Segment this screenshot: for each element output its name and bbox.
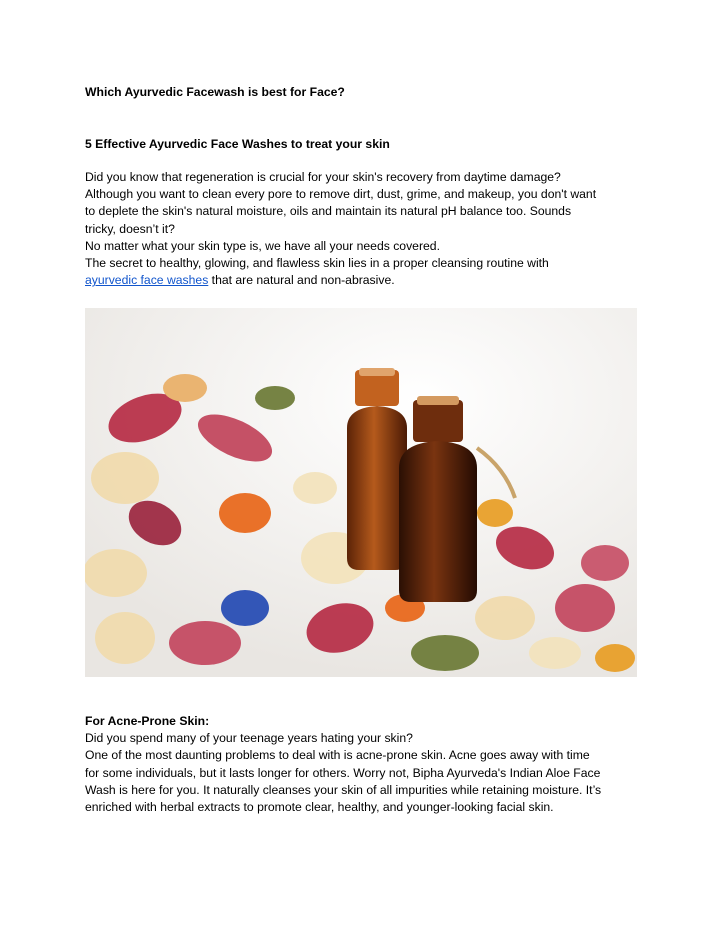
essential-oils-photo (85, 308, 637, 677)
section-heading: For Acne-Prone Skin: (85, 714, 210, 728)
intro-line: tricky, doesn’t it? (85, 221, 175, 236)
intro-line-with-link (85, 272, 637, 289)
intro-paragraph (85, 169, 637, 289)
intro-line: No matter what your skin type is, we have all your needs covered. (85, 238, 440, 253)
article-title: Which Ayurvedic Facewash is best for Face? (85, 85, 345, 99)
intro-line: Although you want to clean every pore to remove dirt, dust, grime, and makeup, you don't want (85, 187, 597, 202)
intro-line: to deplete the skin's natural moisture, oils and maintain its natural pH balance too. Sounds (85, 204, 572, 219)
section-line: enriched with herbal extracts to promote clear, healthy, and younger-looking facial skin. (85, 800, 554, 815)
section-line: Did you spend many of your teenage years hating your skin? (85, 731, 413, 746)
acne-prone-section (85, 713, 637, 816)
intro-line: The secret to healthy, glowing, and flawless skin lies in a proper cleansing routine with (85, 256, 549, 271)
link-suffix-text: that are natural and non-abrasive. (208, 273, 395, 288)
section-line: One of the most daunting problems to deal with is acne-prone skin. Acne goes away with time (85, 748, 590, 763)
section-line: for some individuals, but it lasts longer for others. Worry not, Bipha Ayurveda's Indian Aloe Face (85, 765, 601, 780)
ayurvedic-face-washes-link[interactable]: ayurvedic face washes (85, 273, 209, 288)
article-subtitle: 5 Effective Ayurvedic Face Washes to treat your skin (85, 137, 390, 151)
intro-line: Did you know that regeneration is crucial for your skin's recovery from daytime damage? (85, 170, 561, 184)
section-line: Wash is here for you. It naturally cleanses your skin of all impurities while retaining moisture. It’s (85, 782, 602, 797)
amber-bottle-back (347, 368, 407, 570)
